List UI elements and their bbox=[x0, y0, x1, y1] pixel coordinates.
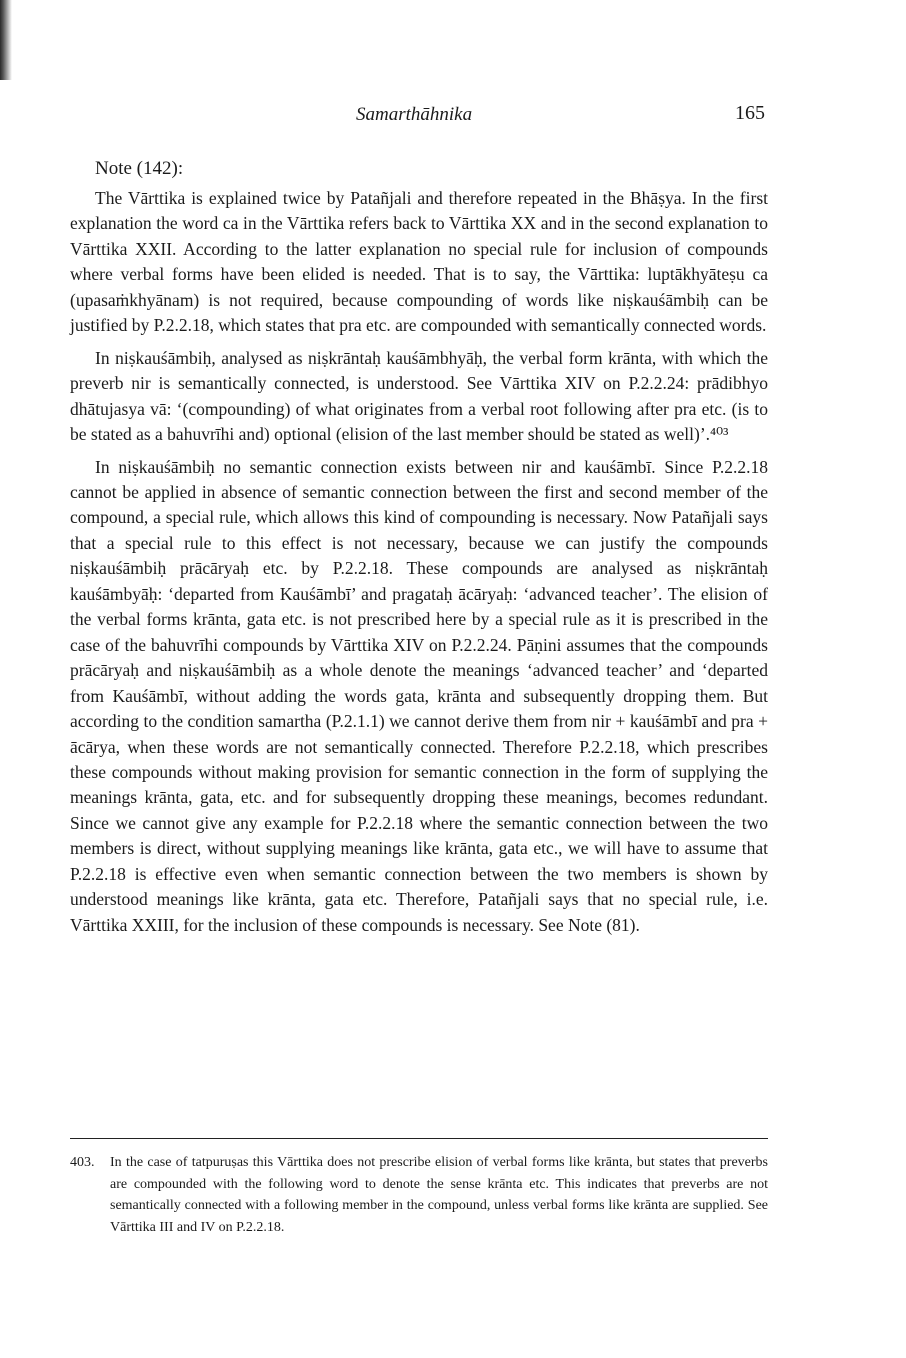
scan-binding-shadow bbox=[0, 0, 14, 80]
footnote bbox=[70, 1152, 768, 1238]
paragraph-1: The Vārttika is explained twice by Patañjali and therefore repeated in the Bhāṣya. In the first explanation the word ca in the Vārttika refers back to Vārttika XX and in the second explanation to Vārttika XXII. According to the latter explanation no special rule for inclusion of compounds where verbal forms have been elided is needed. That is to say, the Vārttika: luptākhyāteṣu ca (upasaṁkhyānam) is not required, because compounding of words like niṣkauśāmbiḥ can be justified by P.2.2.18, which states that pra etc. are compounded with semantically connected words. bbox=[70, 188, 768, 336]
note-body bbox=[70, 186, 768, 945]
footnote-number: 403. bbox=[70, 1155, 95, 1170]
footnote-text: In the case of tatpuruṣas this Vārttika does not prescribe elision of verbal forms like krānta, but states that preverbs are compounded with the following word to denote the sense krānta etc. This indicates that preverbs are not semantically connected with a following member in the compound, unless verbal forms like krānta are supplied. See Vārttika III and IV on P.2.2.18. bbox=[110, 1155, 768, 1235]
paragraph-2: In niṣkauśāmbiḥ, analysed as niṣkrāntaḥ kauśāmbhyāḥ, the verbal form krānta, with which the preverb nir is semantically connected, is understood. See Vārttika XIV on P.2.2.24: prādibhyo dhātujasya vā: ‘(compounding) of what originates from a verbal root following after pra etc. (is to be stated as a bahuvrīhi and) optional (elision of the last member should be stated as well)’.⁴⁰³ bbox=[70, 347, 768, 445]
running-head: Samarthāhnika bbox=[356, 104, 473, 125]
footnote-divider bbox=[70, 1138, 768, 1139]
paragraph-3: In niṣkauśāmbiḥ no semantic connection exists between nir and kauśāmbī. Since P.2.2.18 cannot be applied in absence of semantic connection between the first and second member of the compound, a special rule, which allows this kind of compounding is necessary. Now Patañjali says that a special rule to this effect is not necessary, because we can justify the compounds niṣkauśāmbiḥ prācāryaḥ etc. by P.2.2.18. These compounds are analysed as niṣkrāntaḥ kauśāmbyāḥ: ‘departed from Kauśāmbī’ and pragataḥ ācāryaḥ: ‘advanced teacher’. The elision of the verbal forms krānta, gata etc. is not prescribed here by a special rule as it is prescribed in the case of the bahuvrīhi compounds by Vārttika XIV on P.2.2.24. Pāṇini assumes that the compounds prācāryaḥ and niṣkauśāmbiḥ as a whole denote the meanings ‘advanced teacher’ and ‘departed from Kauśāmbī, without adding the words gata, krānta and subsequently dropping them. But according to the condition samartha (P.2.1.1) we cannot derive them from nir + kauśāmbī and pra + ācārya, when these words are not semantically connected. Therefore P.2.2.18, which prescribes these compounds without making provision for semantic connection in the form of supplying the meanings krānta, gata, etc. and for subsequently dropping these meanings, becomes redundant. Since we cannot give any example for P.2.2.18 where the semantic connection between the two members is direct, without supplying meanings like krānta, gata etc., we will have to assume that P.2.2.18 is effective even when semantic connection between the two members is shown by understood meanings like krānta, gata etc. Therefore, Patañjali says that no special rule, i.e. Vārttika XXIII, for the inclusion of these compounds is necessary. See Note (81). bbox=[70, 456, 768, 935]
note-heading: Note (142): bbox=[95, 158, 184, 179]
page-number: 165 bbox=[735, 102, 765, 124]
